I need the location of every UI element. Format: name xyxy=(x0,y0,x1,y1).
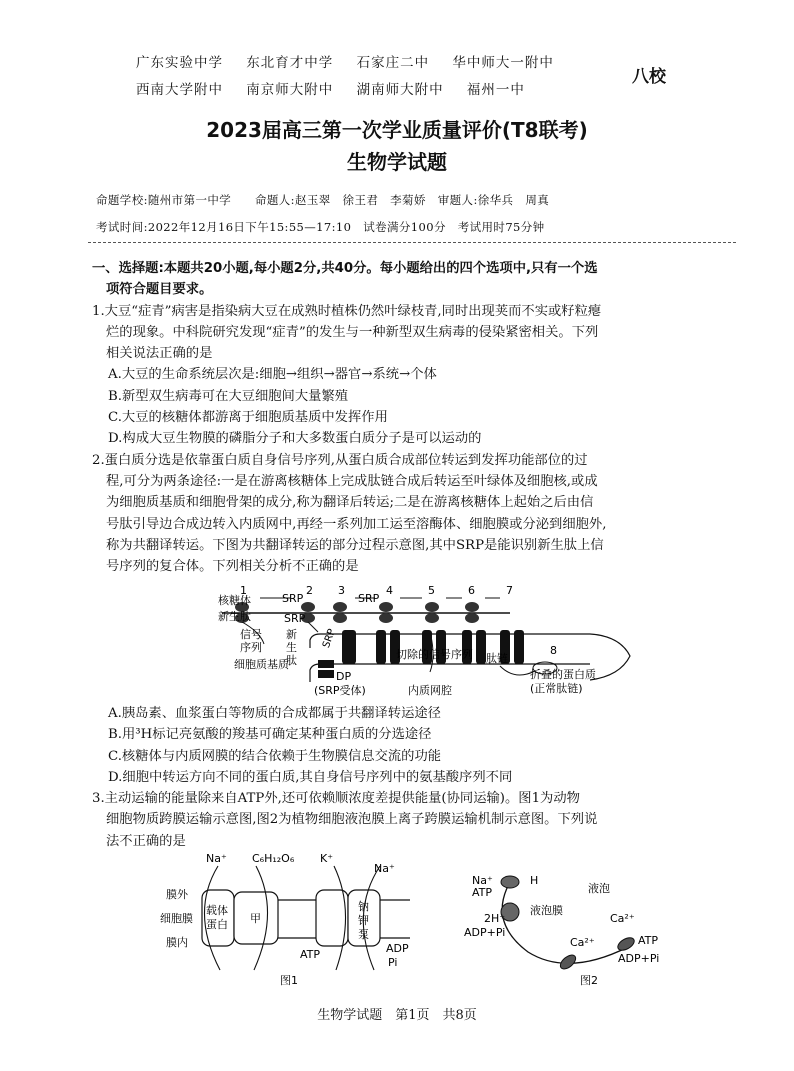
question-3-stem: 法不正确的是 xyxy=(106,833,186,849)
exam-title: 2023届高三第一次学业质量评价(T8联考) xyxy=(206,118,588,142)
question-1-option-a: A.大豆的生命系统层次是:细胞→组织→器官→系统→个体 xyxy=(108,367,437,383)
label-new: 新 xyxy=(286,628,297,641)
label-jia: 甲 xyxy=(250,912,261,925)
label-na-ion: Na⁺ xyxy=(472,874,493,887)
label-sequence: 序列 xyxy=(240,641,262,654)
label-atp-2: ATP xyxy=(638,934,659,947)
label-pi: Pi xyxy=(388,956,398,969)
question-1-stem: 烂的现象。中科院研究发现“症青”的发生与一种新型双生病毒的侵染紧密相关。下列 xyxy=(106,324,599,340)
label-dp: DP xyxy=(336,670,352,683)
question-2-stem: 2.蛋白质分选是依靠蛋白质自身信号序列,从蛋白质合成部位转运到发挥功能部位的过 xyxy=(92,452,588,468)
label-protein: 蛋白 xyxy=(206,918,228,931)
consortium-badge: 八校 xyxy=(632,67,666,87)
header-divider xyxy=(88,242,736,243)
step-number: 6 xyxy=(468,586,475,597)
question-2-option-c: C.核糖体与内质网膜的结合依赖于生物膜信息交流的功能 xyxy=(108,748,442,764)
question-2-option-a: A.胰岛素、血浆蛋白等物质的合成都属于共翻译转运途径 xyxy=(108,706,441,721)
question-1-stem: 相关说法正确的是 xyxy=(106,346,213,362)
label-adp-pi-2: ADP+Pi xyxy=(618,952,660,965)
label-na-ion-2: Na⁺ xyxy=(374,862,395,875)
figure-2-caption: 图2 xyxy=(580,974,598,987)
label-tai: 肽 xyxy=(286,654,297,667)
question-block-2 xyxy=(92,703,742,852)
page-footer: 生物学试题 第1页 共8页 xyxy=(317,1008,477,1023)
label-signal: 信号 xyxy=(240,628,262,641)
step-number: 4 xyxy=(386,586,393,597)
label-k-ion: K⁺ xyxy=(320,852,334,865)
cotranslational-transport-figure xyxy=(200,586,640,698)
question-1-stem: 1.大豆“症青”病害是指染病大豆在成熟时植株仍然叶绿枝青,同时出现荚而不实或籽粒瘪 xyxy=(92,303,602,319)
question-block-1 xyxy=(92,258,742,577)
label-outside: 膜外 xyxy=(166,888,188,901)
step-number: 3 xyxy=(338,586,345,597)
school-name: 湖南师大附中 xyxy=(356,82,444,98)
label-adp: ADP xyxy=(386,942,409,955)
label-2h: 2H⁺ xyxy=(484,912,506,925)
subject-title: 生物学试题 xyxy=(347,150,447,174)
question-1-option-b: B.新型双生病毒可在大豆细胞间大量繁殖 xyxy=(108,388,349,404)
label-inside: 膜内 xyxy=(166,936,188,949)
label-srp-3: SRP xyxy=(320,627,338,650)
label-ca-ion: Ca²⁺ xyxy=(570,936,595,949)
question-2-stem: 程,可分为两条途径:一是在游离核糖体上完成肽链合成后转运至叶绿体及细胞核,或成 xyxy=(106,473,598,489)
step-number: 2 xyxy=(306,586,313,597)
exam-authors: 命题学校:随州市第一中学 命题人:赵玉翠 徐王君 李菊娇 审题人:徐华兵 周真 xyxy=(96,193,550,207)
figure-1-membrane-transport xyxy=(160,852,420,990)
label-pump-k: 钾 xyxy=(358,914,369,927)
label-sheng: 生 xyxy=(286,641,297,654)
label-folded-protein: 折叠的蛋白质 xyxy=(530,668,596,681)
school-name: 南京师大附中 xyxy=(246,82,334,98)
label-ribosome: 核糖体 xyxy=(218,594,251,607)
school-name: 石家庄二中 xyxy=(356,55,430,71)
label-nascent-peptide: 新生肽 xyxy=(218,610,251,623)
label-cleaved-signal: 切除的信号序列 xyxy=(396,648,473,661)
school-list xyxy=(136,50,572,104)
question-2-stem: 为细胞质基质和细胞骨架的成分,称为翻译后转运;二是在游离核糖体上起始之后由信 xyxy=(106,495,594,511)
question-2-option-b: B.用³H标记亮氨酸的羧基可确定某种蛋白质的分选途径 xyxy=(108,727,432,743)
label-adp-pi: ADP+Pi xyxy=(464,926,506,939)
figure-2-vacuole-transport xyxy=(458,852,698,990)
label-srp-4: SRP xyxy=(358,592,380,605)
school-row-2 xyxy=(136,77,572,104)
label-ca-ion-2: Ca²⁺ xyxy=(610,912,635,925)
label-cell-membrane: 细胞膜 xyxy=(160,912,193,925)
label-er-lumen: 内质网腔 xyxy=(408,684,452,697)
question-3-stem: 细胞物质跨膜运输示意图,图2为植物细胞液泡膜上离子跨膜运输机制示意图。下列说 xyxy=(106,812,598,828)
label-na-ion: Na⁺ xyxy=(206,852,227,865)
question-1-option-c: C.大豆的核糖体都游离于细胞质基质中发挥作用 xyxy=(108,410,388,426)
label-pump-na: 钠 xyxy=(358,900,369,913)
label-atp: ATP xyxy=(300,948,321,961)
step-number: 7 xyxy=(506,586,513,597)
step-number: 5 xyxy=(428,586,435,597)
question-2-stem: 号序列的复合体。下列相关分析不正确的是 xyxy=(106,559,359,575)
step-number: 1 xyxy=(240,586,247,597)
school-row-1 xyxy=(136,50,572,77)
label-atp: ATP xyxy=(472,886,493,899)
label-pump: 泵 xyxy=(358,928,369,941)
section-heading: 一、选择题:本题共20小题,每小题2分,共40分。每小题给出的四个选项中,只有一个选 xyxy=(92,261,598,276)
figure-1-caption: 图1 xyxy=(280,974,298,987)
question-2-stem: 号肽引导边合成边转入内质网中,再经一系列加工运至溶酶体、细胞膜或分泌到细胞外, xyxy=(106,516,607,532)
label-peptide: 肽链 xyxy=(486,652,508,665)
school-name: 福州一中 xyxy=(466,82,525,98)
section-heading-cont: 项符合题目要求。 xyxy=(106,282,213,298)
question-1-option-d: D.构成大豆生物膜的磷脂分子和大多数蛋白质分子是可以运动的 xyxy=(108,431,482,447)
school-name: 广东实验中学 xyxy=(136,55,223,71)
label-vacuole: 液泡 xyxy=(588,882,610,895)
school-name: 东北育才中学 xyxy=(246,55,334,71)
step-number: 8 xyxy=(550,644,557,657)
label-h: H xyxy=(530,874,539,887)
label-normal-peptide: (正常肽链) xyxy=(530,682,583,695)
label-carrier: 载体 xyxy=(206,904,228,917)
question-2-option-d: D.细胞中转运方向不同的蛋白质,其自身信号序列中的氨基酸序列不同 xyxy=(108,769,513,785)
label-srp-receptor: (SRP受体) xyxy=(314,684,366,697)
label-tonoplast: 液泡膜 xyxy=(530,904,563,917)
label-srp-1: SRP xyxy=(282,592,304,605)
school-name: 华中师大一附中 xyxy=(452,55,554,71)
label-glucose: C₆H₁₂O₆ xyxy=(252,852,295,865)
exam-time: 考试时间:2022年12月16日下午15:55—17:10 试卷满分100分 考试用时75分钟 xyxy=(96,220,545,234)
question-2-stem: 称为共翻译转运。下图为共翻译转运的部分过程示意图,其中SRP是能识别新生肽上信 xyxy=(106,537,604,553)
school-name: 西南大学附中 xyxy=(136,82,223,98)
label-srp-2: SRP xyxy=(284,612,306,625)
label-cytosol: 细胞质基质 xyxy=(234,658,289,671)
question-3-stem: 3.主动运输的能量除来自ATP外,还可依赖顺浓度差提供能量(协同运输)。图1为动物 xyxy=(92,791,580,807)
